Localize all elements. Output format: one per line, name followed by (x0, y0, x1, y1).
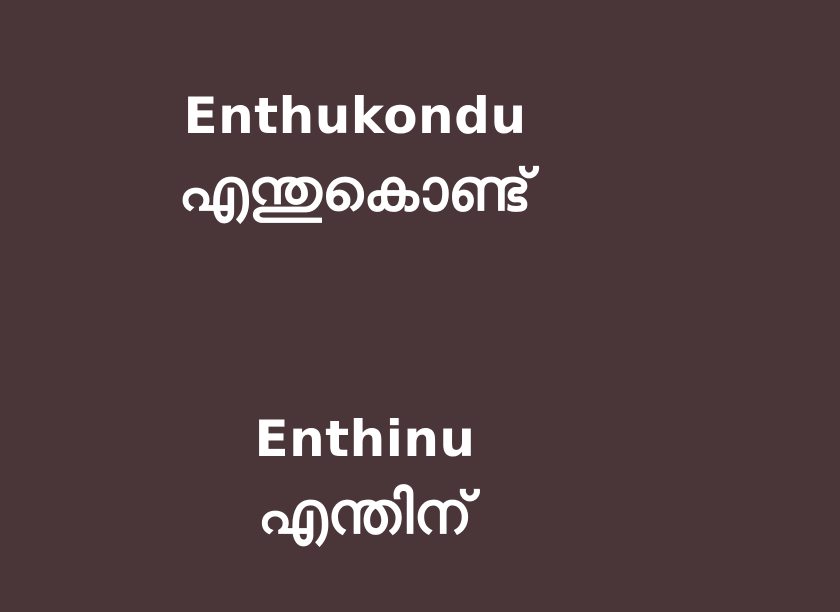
phrase-2-transliteration: Enthinu (254, 410, 476, 468)
phrase-enthukondu (120, 82, 590, 230)
phrase-1-transliteration: Enthukondu (183, 87, 527, 145)
phrase-1-malayalam: എന്തുകൊണ്ട് (178, 156, 532, 224)
phrase-2-malayalam: എന്തിന് (257, 479, 473, 547)
phrase-enthinu (215, 405, 515, 553)
